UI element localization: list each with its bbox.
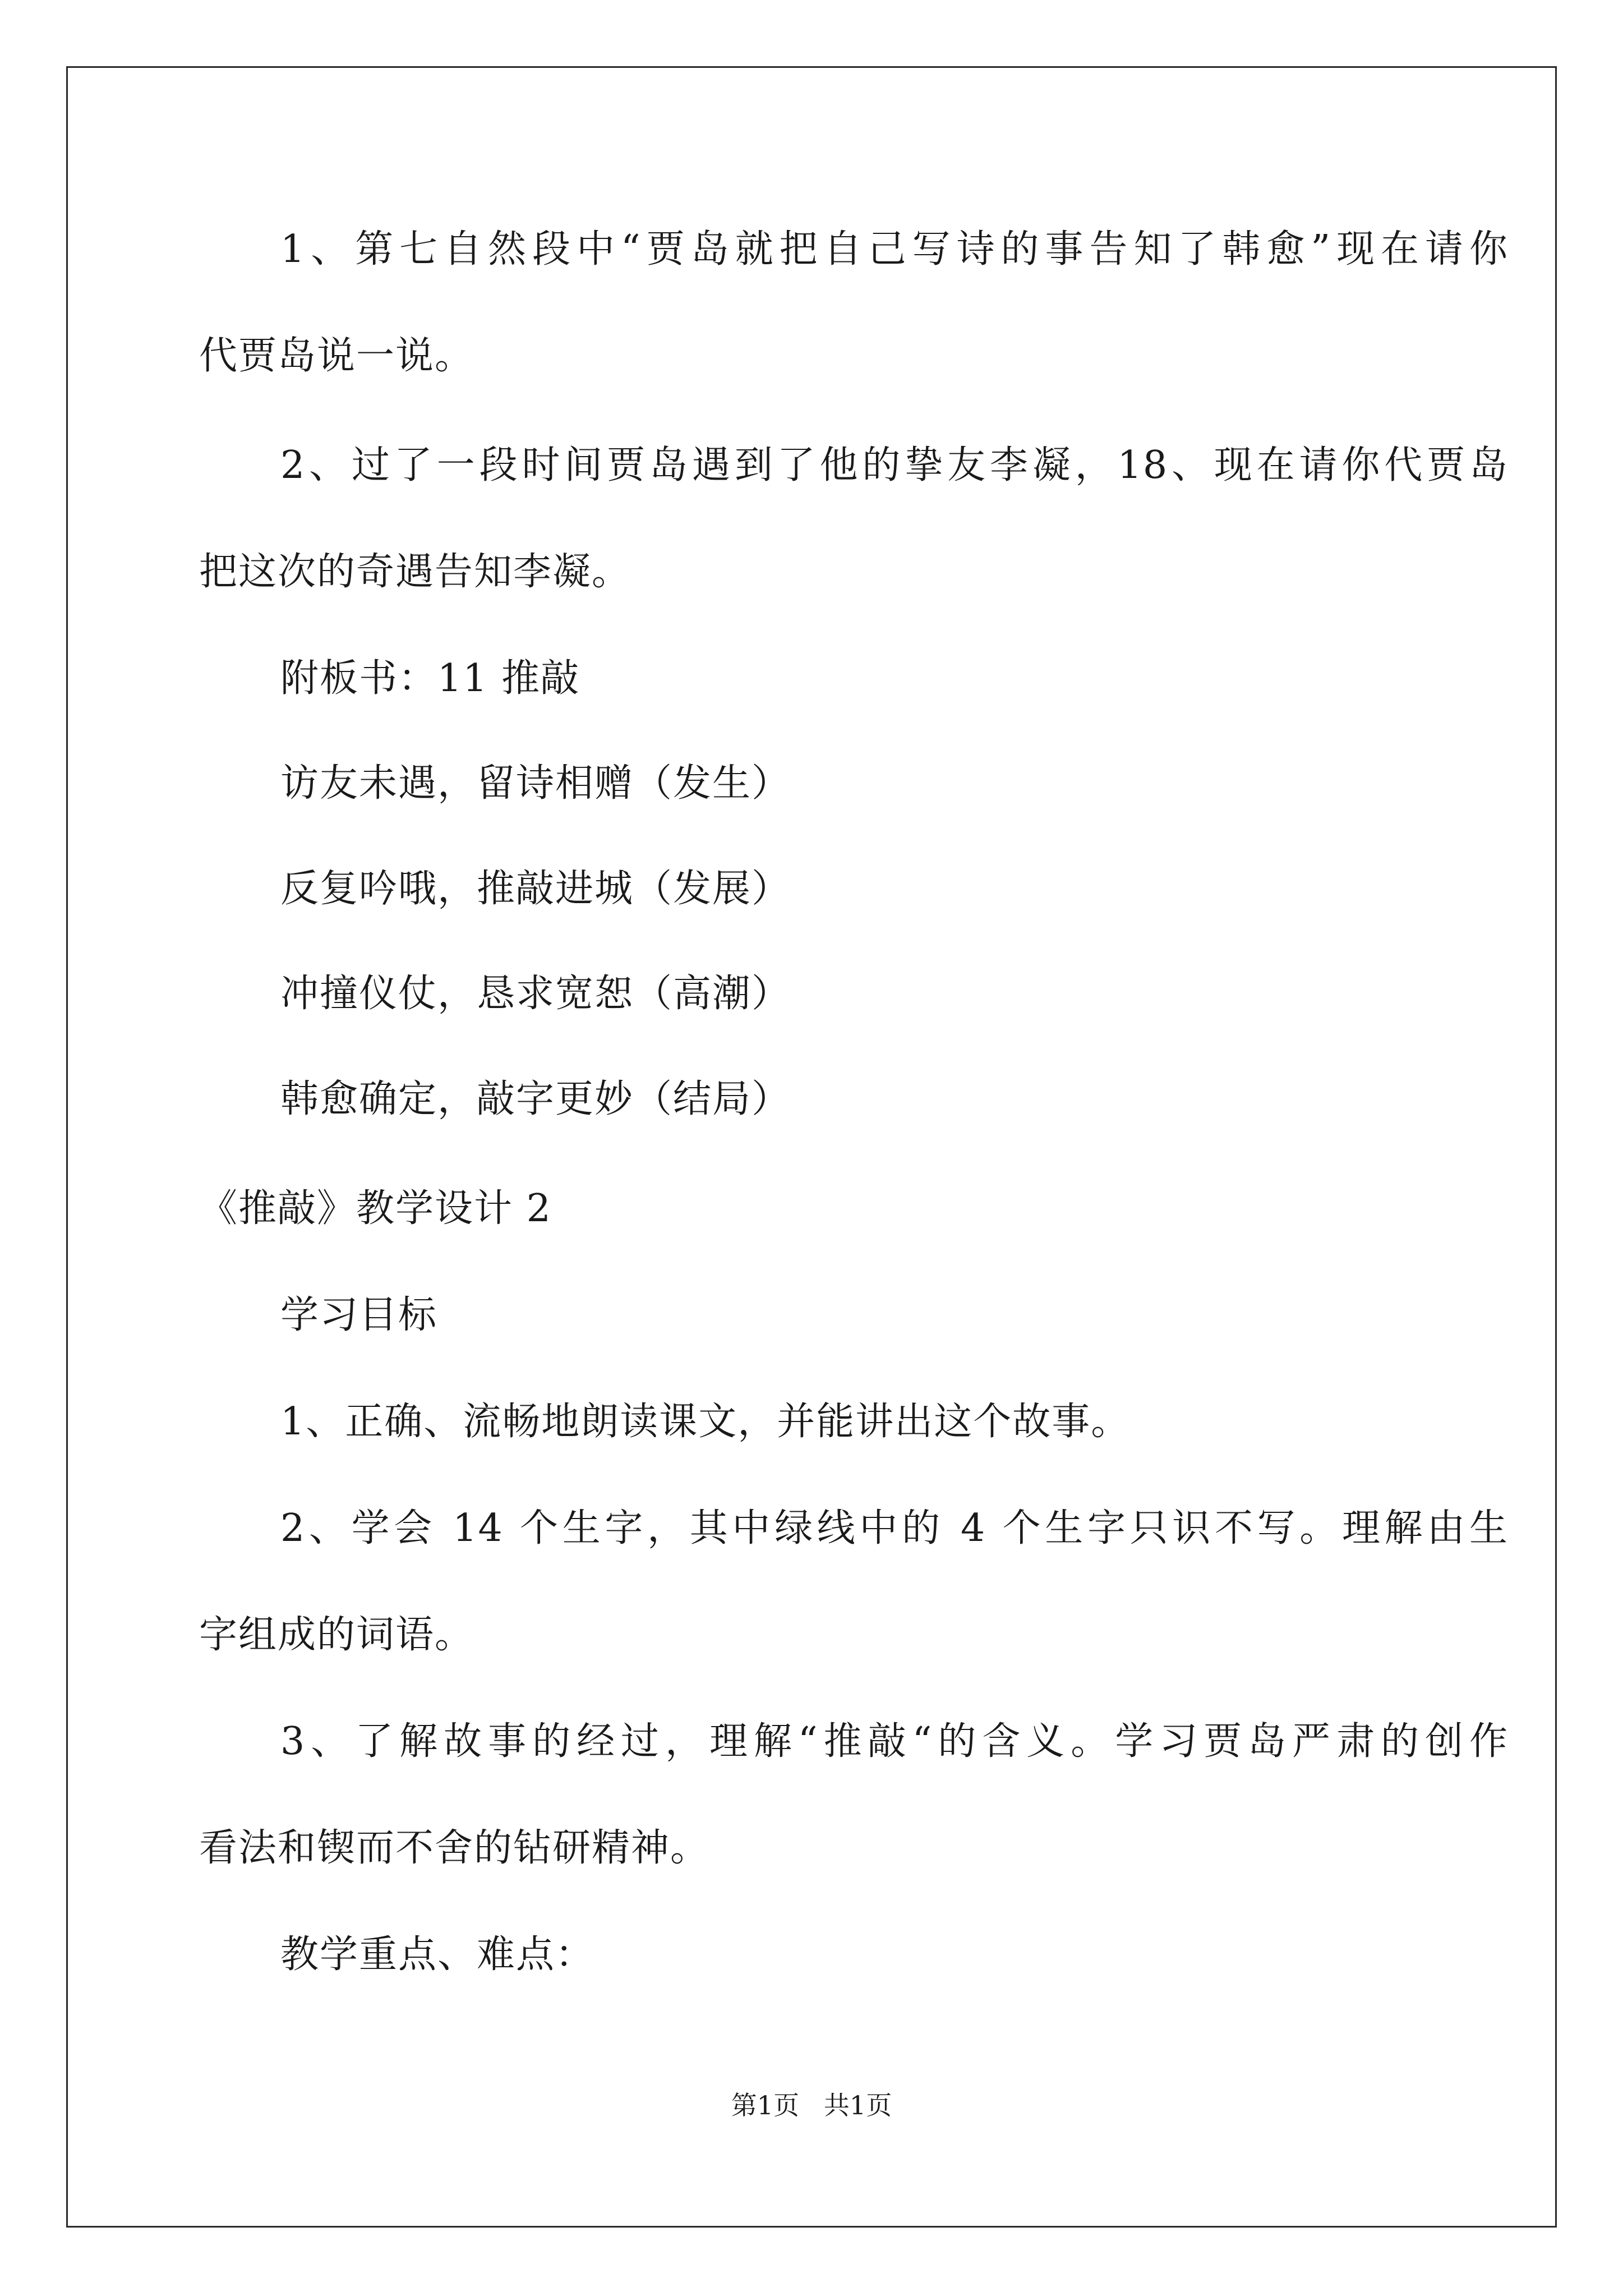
board-item-2: 反复吟哦，推敲进城（发展） — [280, 867, 791, 911]
paragraph-2-line-1: 2、过了一段时间贾岛遇到了他的挚友李凝，18、现在请你代贾岛 — [280, 443, 1509, 487]
board-item-4: 韩愈确定，敲字更妙（结局） — [280, 1077, 791, 1121]
page-footer: 第1页 共1页 — [731, 2090, 892, 2120]
goal-3-line-1: 3、了解故事的经过，理解“推敲“的含义。学习贾岛严肃的创作 — [280, 1719, 1509, 1764]
board-item-3: 冲撞仪仗，恳求宽恕（高潮） — [280, 972, 791, 1016]
paragraph-2-line-2: 把这次的奇遇告知李凝。 — [199, 550, 631, 594]
key-points-heading: 教学重点、难点： — [280, 1932, 595, 1977]
paragraph-1-line-1: 1、第七自然段中“贾岛就把自己写诗的事告知了韩愈”现在请你 — [280, 227, 1509, 272]
board-item-1: 访友未遇，留诗相赠（发生） — [280, 761, 791, 806]
section-title: 《推敲》教学设计 2 — [199, 1186, 552, 1231]
page-border — [66, 66, 1557, 2228]
goal-1: 1、正确、流畅地朗读课文，并能讲出这个故事。 — [280, 1400, 1131, 1444]
goal-3-line-2: 看法和锲而不舍的钻研精神。 — [199, 1826, 710, 1870]
goal-2-line-2: 字组成的词语。 — [199, 1613, 474, 1657]
goal-2-line-1: 2、学会 14 个生字，其中绿线中的 4 个生字只识不写。理解由生 — [280, 1506, 1509, 1550]
goals-heading: 学习目标 — [280, 1293, 438, 1337]
board-heading: 附板书：11 推敲 — [280, 656, 580, 701]
paragraph-1-line-2: 代贾岛说一说。 — [199, 334, 474, 378]
